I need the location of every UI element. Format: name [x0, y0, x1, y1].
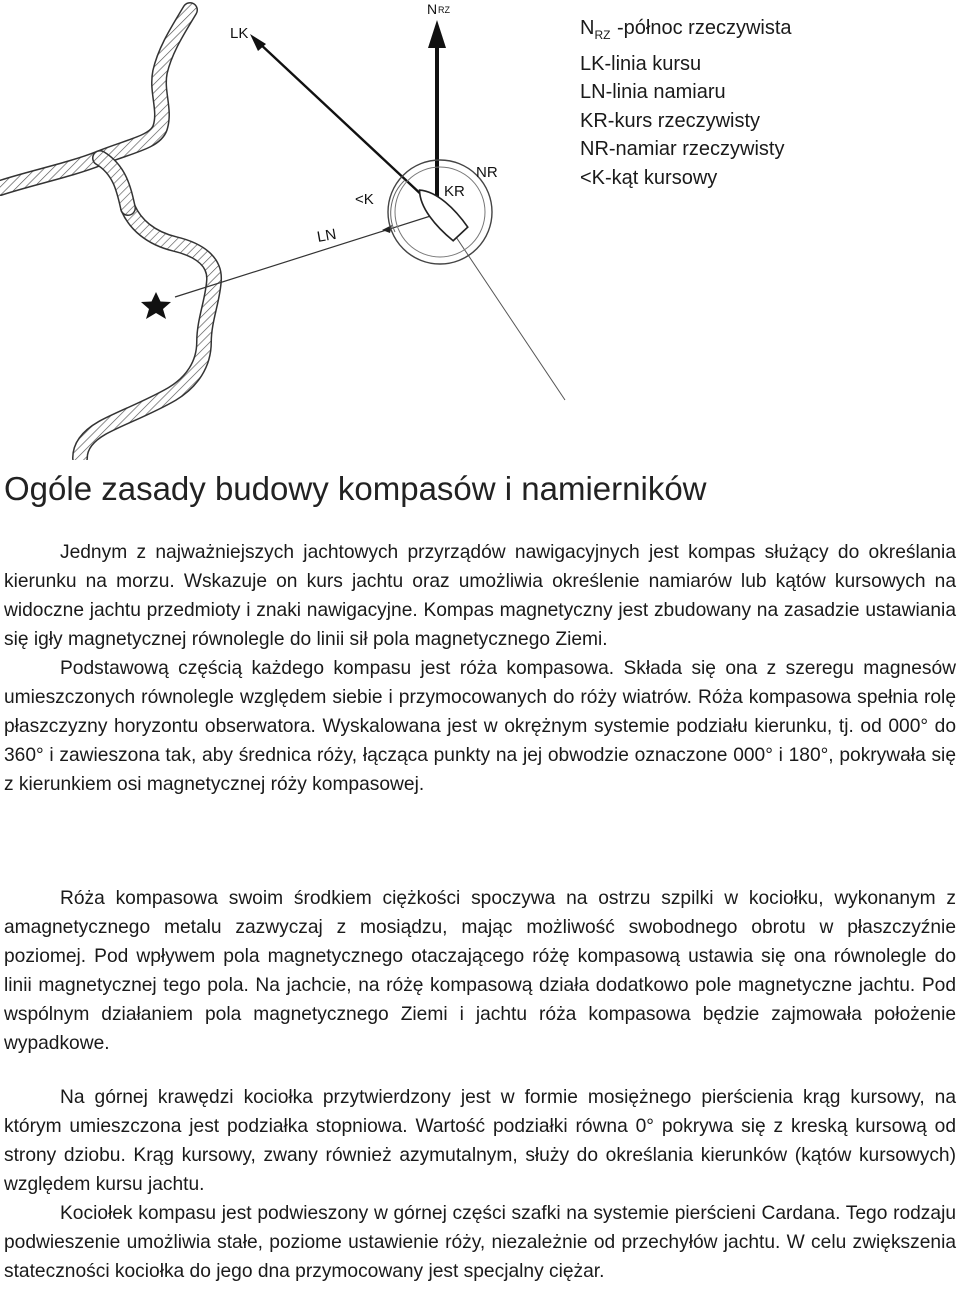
label-ln: LN [315, 225, 338, 246]
navigation-diagram [0, 0, 960, 460]
legend-north-desc: -północ rzeczywista [611, 17, 792, 39]
legend-item: LK-linia kursu [580, 52, 702, 75]
label-lk: LK [230, 25, 249, 42]
paragraph: Podstawową częścią każdego kompasu jest róża kompasowa. Składa się ona z szeregu magnesów umieszczonych równolegle względem siebie i przymocowanych do róży wiatrów. Róża kompasowa spełnia rolę płaszczyzny horyzontu obserwatora. Wyskalowana jest w okrężnym systemie podziału kierunku, tj. od 000° do 360° i zawieszona tak, aby średnica róży, łącząca punkty na jej obwodzie oznaczone 000° i 180°, pokrywała się z kierunkiem osi magnetycznej róży kompasowej. [4, 658, 956, 795]
paragraph: Na górnej krawędzi kociołka przytwierdzony jest w formie mosiężnego pierścienia krąg kursowy, na którym umieszczona jest podziałka stopniowa. Wartość podziałki równa 0° pokrywa się z kreską kursową od strony dziobu. Krąg kursowy, zwany również azymutalnym, służy do określania kierunków (kątów kursowych) względem kursu jachtu. [4, 1087, 956, 1195]
course-extension-line [440, 213, 565, 400]
course-arrow-icon [258, 42, 440, 212]
north-arrowhead [428, 20, 446, 48]
legend-north-n: N [580, 17, 595, 39]
body-block-1 [4, 538, 956, 799]
label-rz: RZ [438, 5, 450, 15]
label-n: N [427, 1, 438, 17]
label-kr: KR [444, 183, 465, 200]
label-k: <K [355, 191, 374, 208]
legend-item: LN-linia namiaru [580, 81, 726, 103]
paragraph: Jednym z najważniejszych jachtowych przyrządów nawigacyjnych jest kompas służący do określania kierunku na morzu. Wskazuje on kurs jachtu oraz umożliwia określenie namiarów lub kątów kursowych na widoczne jachtu przedmioty i znaki nawigacyjne. Kompas magnetyczny jest zbudowany na zasadzie ustawiania się igły magnetycznej równolegle do linii sił pola magnetycznego Ziemi. [4, 542, 956, 650]
legend-item: <K-kąt kursowy [580, 166, 718, 189]
paragraph: Kociołek kompasu jest podwieszony w górnej części szafki na systemie pierścieni Cardana. Tego rodzaju podwieszenie umożliwia stałe, poziome ustawienie róży, niezależnie od przechyłów jachtu. W celu zwiększenia stateczności kociołka do jego dna przymocowany jest specjalny ciężar. [4, 1203, 956, 1282]
legend [580, 14, 792, 192]
paragraph: Róża kompasowa swoim środkiem ciężkości spoczywa na ostrzu szpilki w kociołku, wykonanym z amagnetycznego metalu zazwyczaj z mosiądzu, mając możliwość swobodnego obrotu w płaszczyźnie poziomej. Pod wpływem pola magnetycznego otaczającego różę kompasową ustawia się ona równolegle do linii magnetycznej tego pola. Na jachcie, na różę kompasową działa dodatkowo pole magnetyczne jachtu. Pod wspólnym działaniem pola magnetycznego Ziemi i jachtu róża kompasowa będzie zajmowała położenie wypadkowe. [4, 888, 956, 1054]
body-block-2 [4, 884, 956, 1058]
legend-item: KR-kurs rzeczywisty [580, 109, 761, 132]
legend-north-sub: RZ [594, 28, 611, 42]
body-block-3 [4, 1083, 956, 1286]
legend-item: NR-namiar rzeczywisty [580, 138, 785, 160]
label-nr: NR [476, 164, 498, 181]
section-title: Ogóle zasady budowy kompasów i namierników [4, 470, 707, 507]
star-icon [141, 292, 171, 319]
coastline [0, 10, 214, 458]
bearing-line [175, 213, 440, 297]
legend-north [580, 14, 792, 50]
